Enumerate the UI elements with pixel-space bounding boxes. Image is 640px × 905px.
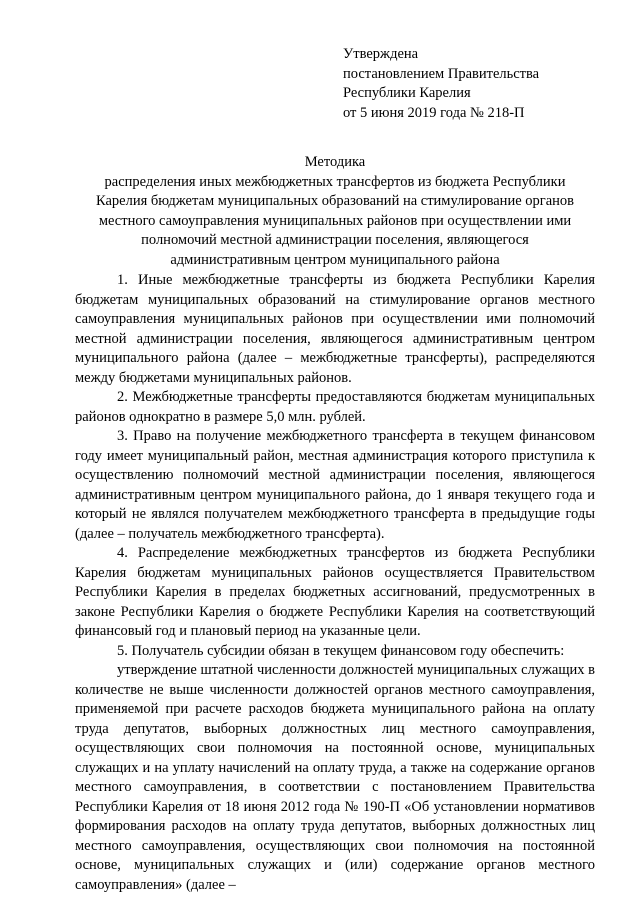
title-line: Карелия бюджетам муниципальных образований на стимулирование органов: [95, 193, 575, 209]
title-line: распределения иных межбюджетных трансфертов из бюджета Республики: [104, 173, 566, 190]
paragraph-3: 3. Право на получение межбюджетного трансферта в текущем финансовом году имеет муниципальный район, местная администрация которого приступила к осуществлению полномочий местной администрации поселения, являющегося административным центром муниципального района, до 1 января текущего года и который не являлся получателем межбюджетного трансферта в предыдущие годы (далее – получатель межбюджетного трансферта).: [75, 428, 595, 542]
paragraph-6: утверждение штатной численности должностей муниципальных служащих в количестве не выше численности должностей органов местного самоуправления, применяемой при расчете расходов бюджета муниципального района на оплату труда депутатов, выборных должностных лиц местного самоуправления, осуществляющих свои полномочия на постоянной основе, муниципальных служащих и на уплату начислений на оплату труда, а также на содержание органов местного самоуправления, в соответствии с постановлением Правительства Республики Карелия от 18 июня 2012 года № 190-П «Об установлении нормативов формирования расходов на оплату труда депутатов, выборных должностных лиц местного самоуправления, осуществляющих свои полномочия на постоянной основе, муниципальных служащих и (или) содержание органов местного самоуправления» (далее –: [75, 662, 595, 893]
title-line: административным центром муниципального района: [170, 251, 500, 268]
title-line: полномочий местной администрации поселения, являющегося: [141, 232, 529, 248]
approval-line: от 5 июня 2019 года № 218-П: [343, 104, 525, 121]
title-heading: Методика: [304, 154, 366, 170]
approval-block: [343, 45, 539, 123]
approval-line: Утверждена: [343, 46, 419, 62]
paragraph-2: 2. Межбюджетные трансферты предоставляются бюджетам муниципальных районов однократно в размере 5,0 млн. рублей.: [75, 389, 595, 425]
paragraph-4: 4. Распределение межбюджетных трансфертов из бюджета Республики Карелия бюджетам муниципальных районов осуществляется Правительством Республики Карелия в пределах бюджетных ассигнований, предусмотренных в законе Республики Карелия о бюджете Республики Карелия на соответствующий финансовый год и плановый период на указанные цели.: [75, 545, 595, 639]
approval-line: Республики Карелия: [343, 85, 471, 101]
document-title: [75, 153, 595, 270]
title-line: местного самоуправления муниципальных районов при осуществлении ими: [98, 212, 572, 229]
paragraph-1: 1. Иные межбюджетные трансферты из бюджета Республики Карелия бюджетам муниципальных образований на стимулирование органов местного самоуправления муниципальных районов при осуществлении ими полномочий местной администрации поселения, являющегося административным центром муниципального района (далее – межбюджетные трансферты), распределяются между бюджетами муниципальных районов.: [75, 272, 595, 386]
paragraph-5: 5. Получатель субсидии обязан в текущем финансовом году обеспечить:: [117, 642, 565, 659]
document-body: [75, 271, 595, 895]
approval-line: постановлением Правительства: [343, 65, 540, 82]
